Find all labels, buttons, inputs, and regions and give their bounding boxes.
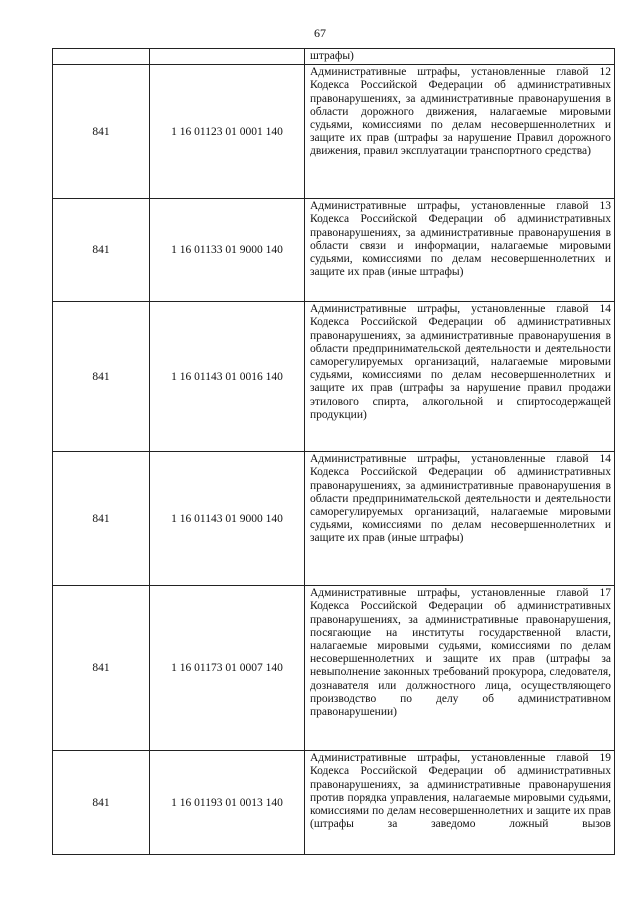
kbk-cell: 1 16 01193 01 0013 140 (150, 751, 305, 855)
admin-code-cell: 841 (53, 302, 150, 452)
admin-code-cell: 841 (53, 586, 150, 751)
table-row (53, 65, 615, 199)
admin-code-cell: 841 (53, 199, 150, 302)
admin-code-cell: 841 (53, 65, 150, 199)
table-row (53, 586, 615, 751)
description-cell: Административные штрафы, установленные главой 19 Кодекса Российской Федерации об административных правонарушениях, за административные правонарушения против порядка управления, налагаемые мировыми судьями, комиссиями по делам несовершеннолетних и защите их прав (штрафы за заведомо ложный вызов (305, 751, 615, 855)
kbk-cell: 1 16 01123 01 0001 140 (150, 65, 305, 199)
admin-code-cell: 841 (53, 452, 150, 586)
kbk-cell (150, 49, 305, 65)
kbk-table (52, 48, 615, 855)
description-cell: штрафы) (305, 49, 615, 65)
kbk-cell: 1 16 01143 01 0016 140 (150, 302, 305, 452)
table-row (53, 751, 615, 855)
admin-code-cell (53, 49, 150, 65)
description-cell: Административные штрафы, установленные главой 13 Кодекса Российской Федерации об административных правонарушениях, за административные правонарушения в области связи и информации, налагаемые мировыми судьями, комиссиями по делам несовершеннолетних и защите их прав (иные штрафы) (305, 199, 615, 302)
description-cell: Административные штрафы, установленные главой 12 Кодекса Российской Федерации об административных правонарушениях, за административные правонарушения в области дорожного движения, налагаемые мировыми судьями, комиссиями по делам несовершеннолетних и защите их прав (штрафы за нарушение Правил дорожного движения, правил эксплуатации транспортного средства) (305, 65, 615, 199)
table-row (53, 302, 615, 452)
description-cell: Административные штрафы, установленные главой 14 Кодекса Российской Федерации об административных правонарушениях, за административные правонарушения в области предпринимательской деятельности и деятельности саморегулируемых организаций, налагаемые мировыми судьями, комиссиями по делам несовершеннолетних и защите их прав (иные штрафы) (305, 452, 615, 586)
kbk-cell: 1 16 01173 01 0007 140 (150, 586, 305, 751)
description-cell: Административные штрафы, установленные главой 17 Кодекса Российской Федерации об административных правонарушениях, за административные правонарушения, посягающие на институты государственной власти, налагаемые мировыми судьями, комиссиями по делам несовершеннолетних и защите их прав (штрафы за невыполнение законных требований прокурора, следователя, дознавателя или должностного лица, осуществляющего производство по делу об административном правонарушении) (305, 586, 615, 751)
description-cell: Административные штрафы, установленные главой 14 Кодекса Российской Федерации об административных правонарушениях, за административные правонарушения в области предпринимательской деятельности и деятельности саморегулируемых организаций, налагаемые мировыми судьями, комиссиями по делам несовершеннолетних и защите их прав (штрафы за нарушение правил продажи этилового спирта, алкогольной и спиртосодержащей продукции) (305, 302, 615, 452)
table-row (53, 452, 615, 586)
kbk-cell: 1 16 01143 01 9000 140 (150, 452, 305, 586)
table-row-continuation (53, 49, 615, 65)
admin-code-cell: 841 (53, 751, 150, 855)
page-number: 67 (314, 26, 326, 40)
table-row (53, 199, 615, 302)
kbk-cell: 1 16 01133 01 9000 140 (150, 199, 305, 302)
